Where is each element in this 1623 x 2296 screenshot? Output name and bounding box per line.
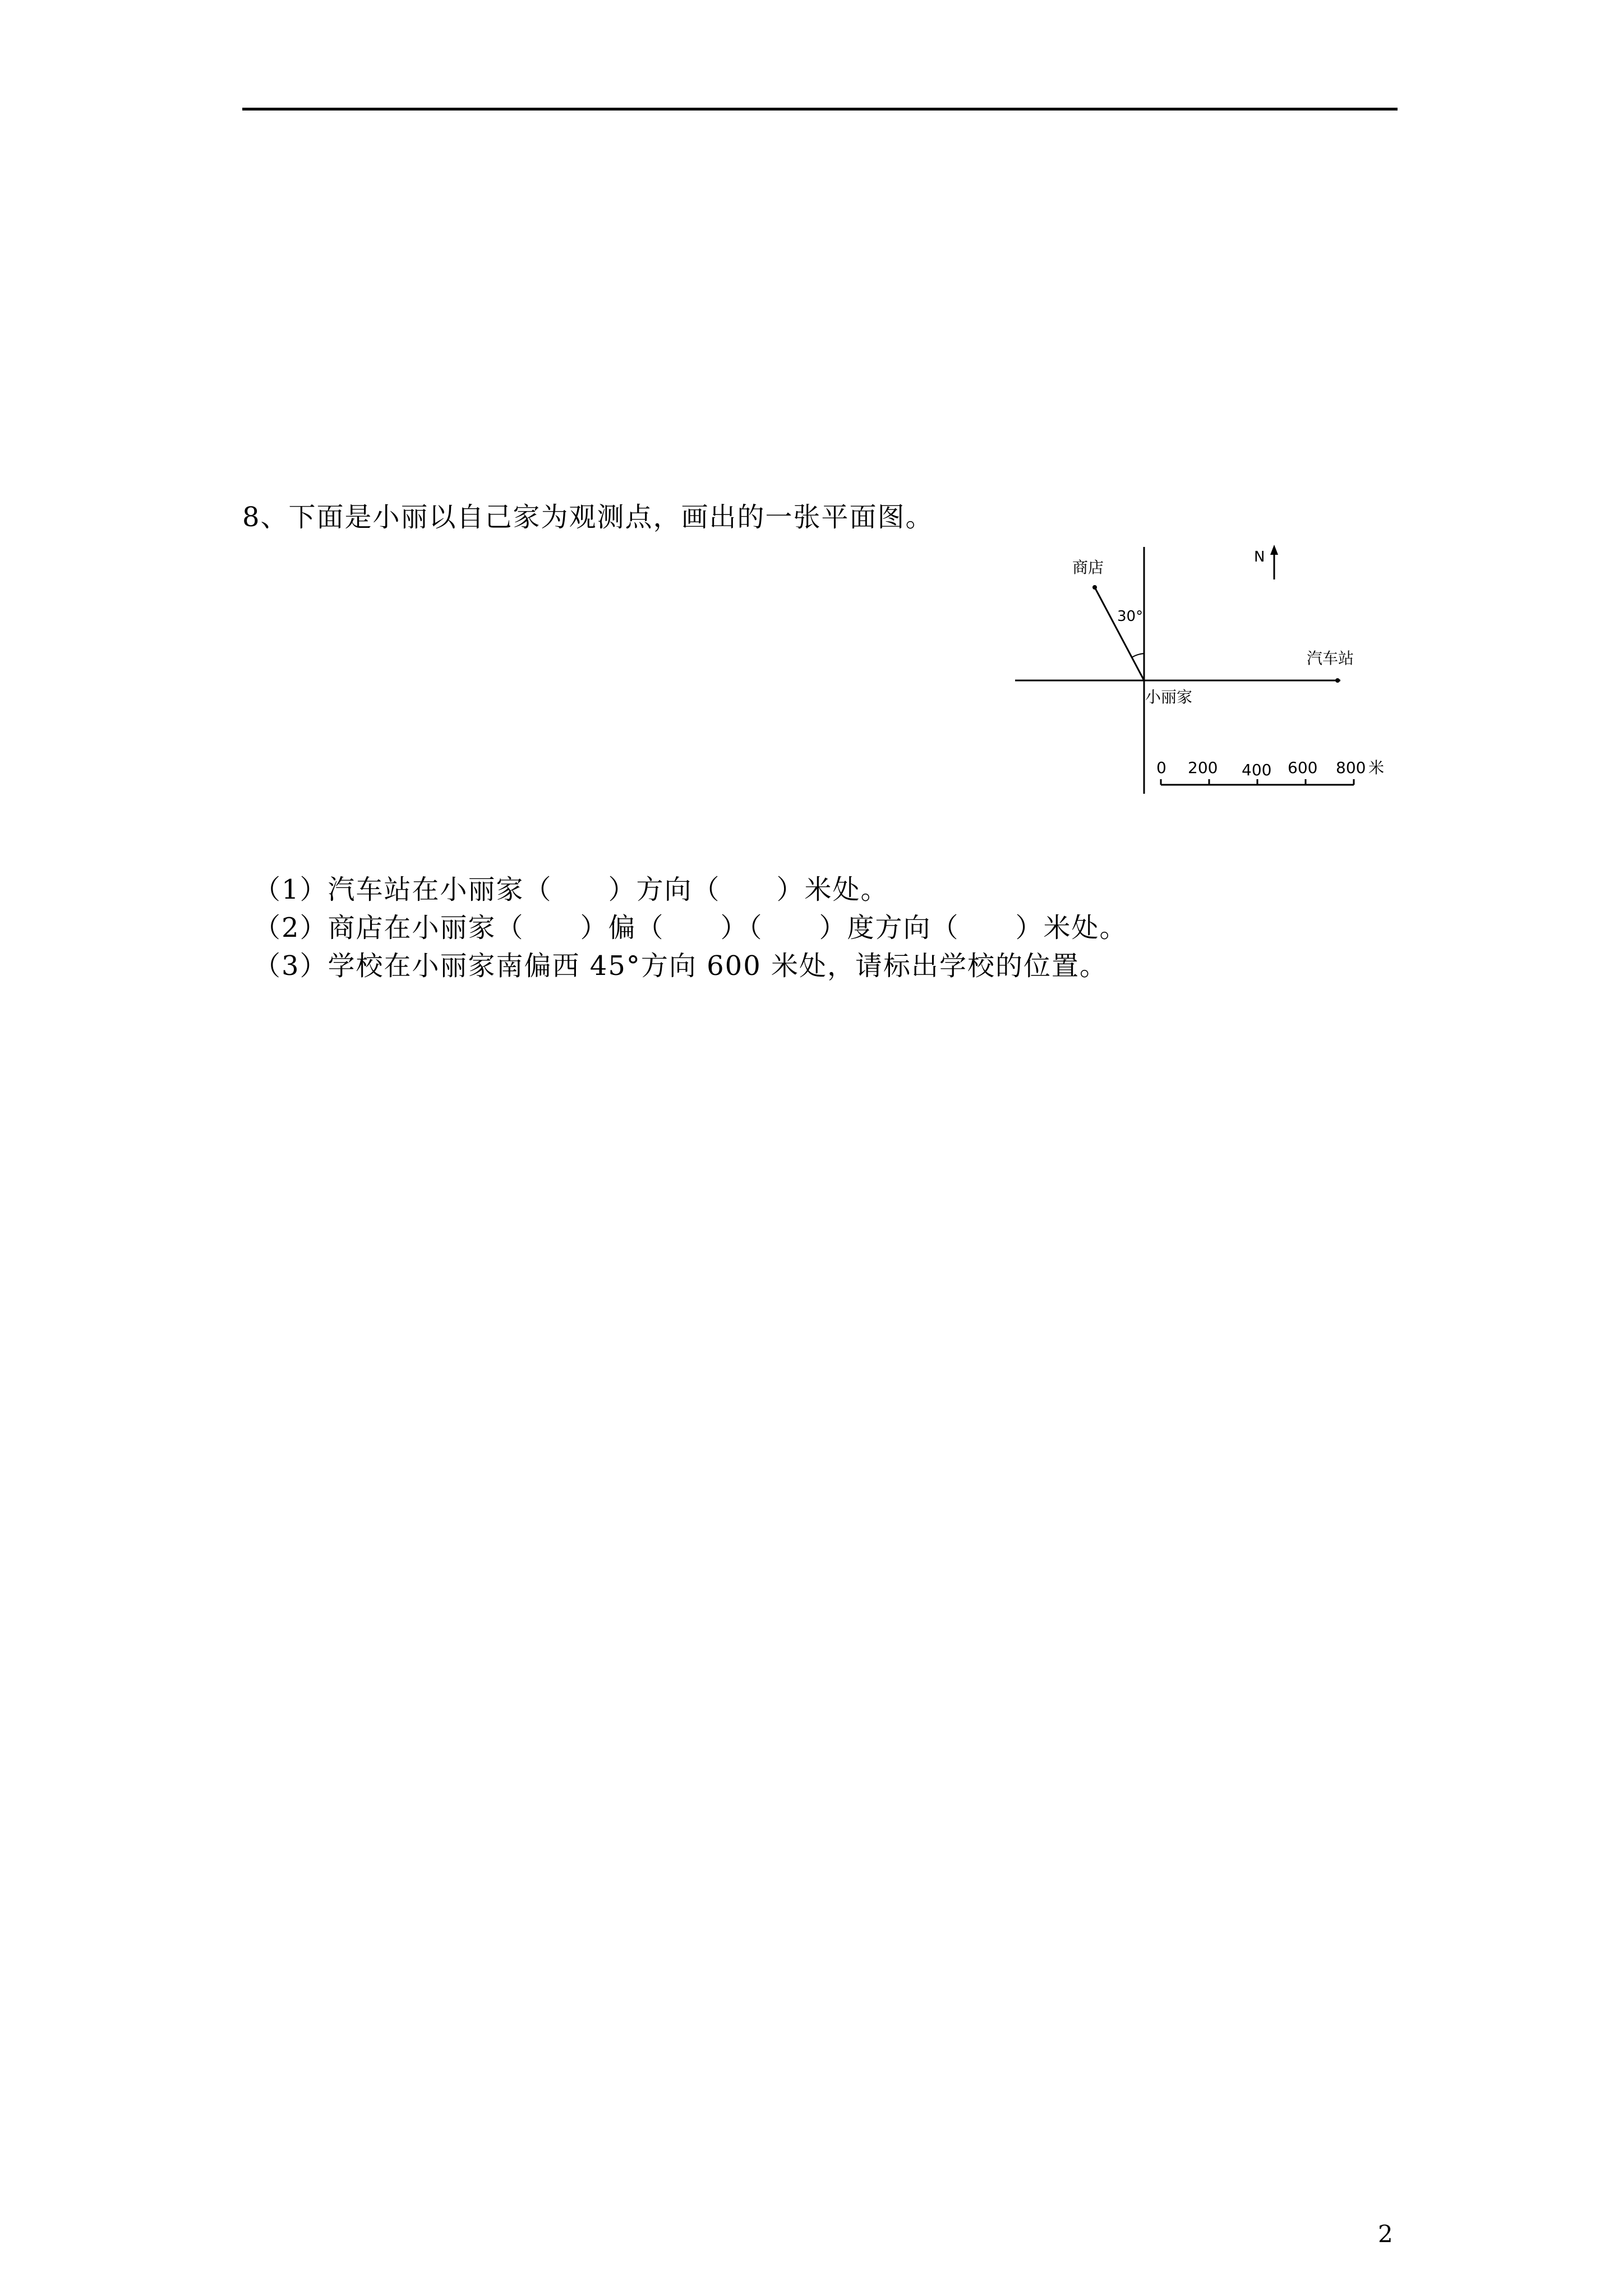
bus-station-point: [1335, 678, 1340, 683]
scale-tick-label: 600: [1288, 758, 1318, 777]
scale-tick-label: 400: [1242, 761, 1272, 779]
shop-label: 商店: [1072, 558, 1104, 577]
scale-tick-label: 200: [1188, 758, 1218, 777]
header-rule: [242, 108, 1398, 111]
home-label: 小丽家: [1145, 688, 1193, 706]
bus-station-label: 汽车站: [1307, 649, 1354, 668]
angle-arc: [1132, 654, 1144, 657]
north-label: N: [1254, 549, 1265, 565]
scale-tick-label: 800: [1336, 758, 1366, 777]
angle-label: 30°: [1117, 608, 1144, 625]
scale-tick-label: 0: [1156, 758, 1166, 777]
shop-point: [1092, 585, 1097, 590]
sub-question-2: （2）商店在小丽家（ ）偏（ ）（ ）度方向（ ）米处。: [253, 912, 1128, 944]
page-number: 2: [1378, 2220, 1393, 2248]
sub-question-1: （1）汽车站在小丽家（ ）方向（ ）米处。: [253, 874, 889, 905]
direction-map-diagram: [998, 530, 1402, 794]
question-title: 8、下面是小丽以自己家为观测点，画出的一张平面图。: [242, 501, 934, 533]
sub-question-3: （3）学校在小丽家南偏西 45°方向 600 米处，请标出学校的位置。: [253, 950, 1108, 982]
scale-unit-label: 米: [1368, 758, 1385, 777]
north-arrow-head: [1270, 545, 1278, 555]
shop-direction-line: [1095, 587, 1144, 680]
